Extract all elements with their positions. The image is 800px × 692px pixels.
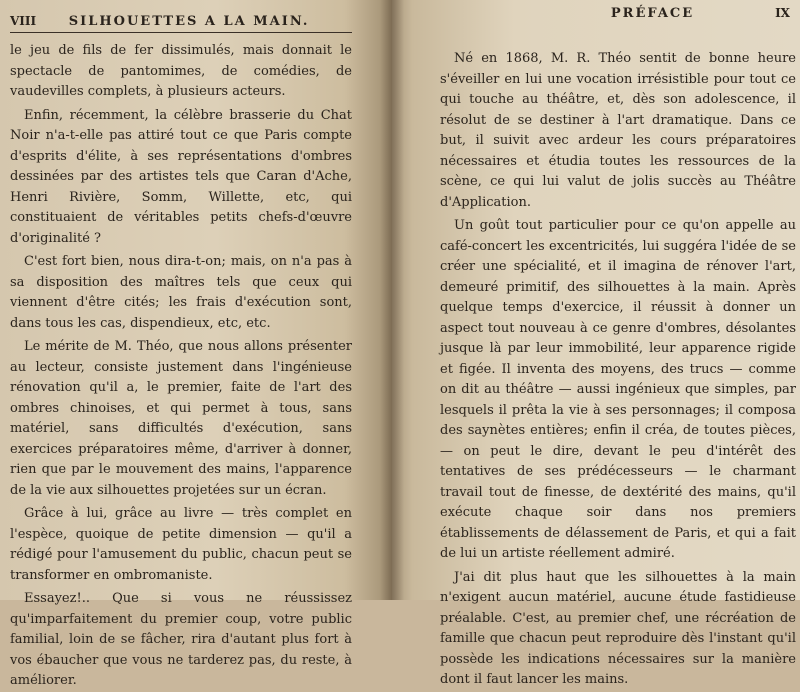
left-page <box>0 0 392 688</box>
left-running-head <box>10 14 352 33</box>
paragraph: Né en 1868, M. R. Théo sentit de bonne heure s'éveiller en lui une vocation irrésistible pour tout ce qui touche au théâtre, et, dès son adolescence, il résolut de se destiner à l'art dramatique. Dans ce but, il suivit avec ardeur les cours préparatoires nécessaires et étudia toutes les ressources de la scène, ce qui lui valut de jolis succès au Théâtre d'Application. <box>440 51 796 210</box>
paragraph: Un goût tout particulier pour ce qu'on appelle au café-concert les excentricités, lui suggéra l'idée de se créer une spécialité, et il imagina de rénover l'art, demeuré primitif, des silhouettes à la main. Après quelque temps d'exercice, il réussit à donner un aspect tout nouveau à ce genre d'ombres, désolantes jusque là par leur immobilité, leur apparence rigide et figée. Il inventa des moyens, des trucs — comme on dit au théâtre — aussi ingénieux que simples, par lesquels il prêta la vie à ses personnages; il composa des saynètes entières; enfin il créa, de toutes pièces, — on peut le dire, devant le peu d'intérêt des tentatives de ses prédécesseurs — le charmant travail tout de finesse, de dextérité des mains, qu'il exécute chaque soir dans nos premiers établissements de délassement de Paris, et qui a fait de lui un artiste réellement admiré. <box>440 218 796 561</box>
paragraph: le jeu de fils de fer dissimulés, mais donnait le spectacle de pantomimes, de comédies, de vaudevilles complets, à plusieurs acteurs. <box>10 43 352 99</box>
paragraph: Essayez!.. Que si vous ne réussissez qu'imparfaitement du premier coup, votre public familial, loin de se fâcher, rira d'autant plus fort à vos ébaucher que vous ne tarderez pas, du reste, à améliorer. <box>10 591 352 688</box>
right-running-title: PRÉFACE <box>610 6 695 21</box>
paragraph: Le mérite de M. Théo, que nous allons présenter au lecteur, consiste justement dans l'ingénieuse rénovation qu'il a, le premier, faite de l'art des ombres chinoises, et qui permet à tous, sans matériel, sans difficultés d'exécution, sans exercices préparatoires même, d'arriver à donner, rien que par le mouvement des mains, l'apparence de la vie aux silhouettes projetées sur un écran. <box>10 339 352 498</box>
right-running-head <box>440 6 796 21</box>
left-running-title: SILHOUETTES A LA MAIN. <box>68 14 310 29</box>
paragraph: Grâce à lui, grâce au livre — très complet en l'espèce, quoique de petite dimension — qu'il a rédigé pour l'amusement du public, chacun peut se transformer en ombromaniste. <box>10 506 352 583</box>
right-body-text <box>440 49 796 691</box>
paragraph: Enfin, récemment, la célèbre brasserie du Chat Noir n'a-t-elle pas attiré tout ce que Paris compte d'esprits d'élite, à ses représentations d'ombres dessinées par des artistes tels que Caran d'Ache, Henri Rivière, Somm, Willette, etc, qui constituaient de véritables petits chefs-d'œuvre d'originalité ? <box>10 107 352 246</box>
right-page <box>392 0 800 687</box>
paragraph: J'ai dit plus haut que les silhouettes à la main n'exigent aucun matériel, aucune étude fastidieuse préalable. C'est, au premier chef, une récréation de famille que chacun peut reproduire dès l'instant qu'il possède les indications nécessaires sur la manière dont il faut lancer les mains. <box>440 569 796 687</box>
book-gutter <box>380 0 404 600</box>
right-page-number: IX <box>775 6 790 20</box>
left-page-number: VIII <box>10 14 37 28</box>
left-body-text <box>10 41 352 692</box>
paragraph: C'est fort bien, nous dira-t-on; mais, on n'a pas à sa disposition des maîtres tels que ceux qui viennent d'être cités; les frais d'exécution sont, dans tous les cas, dispendieux, etc, etc. <box>10 254 352 331</box>
